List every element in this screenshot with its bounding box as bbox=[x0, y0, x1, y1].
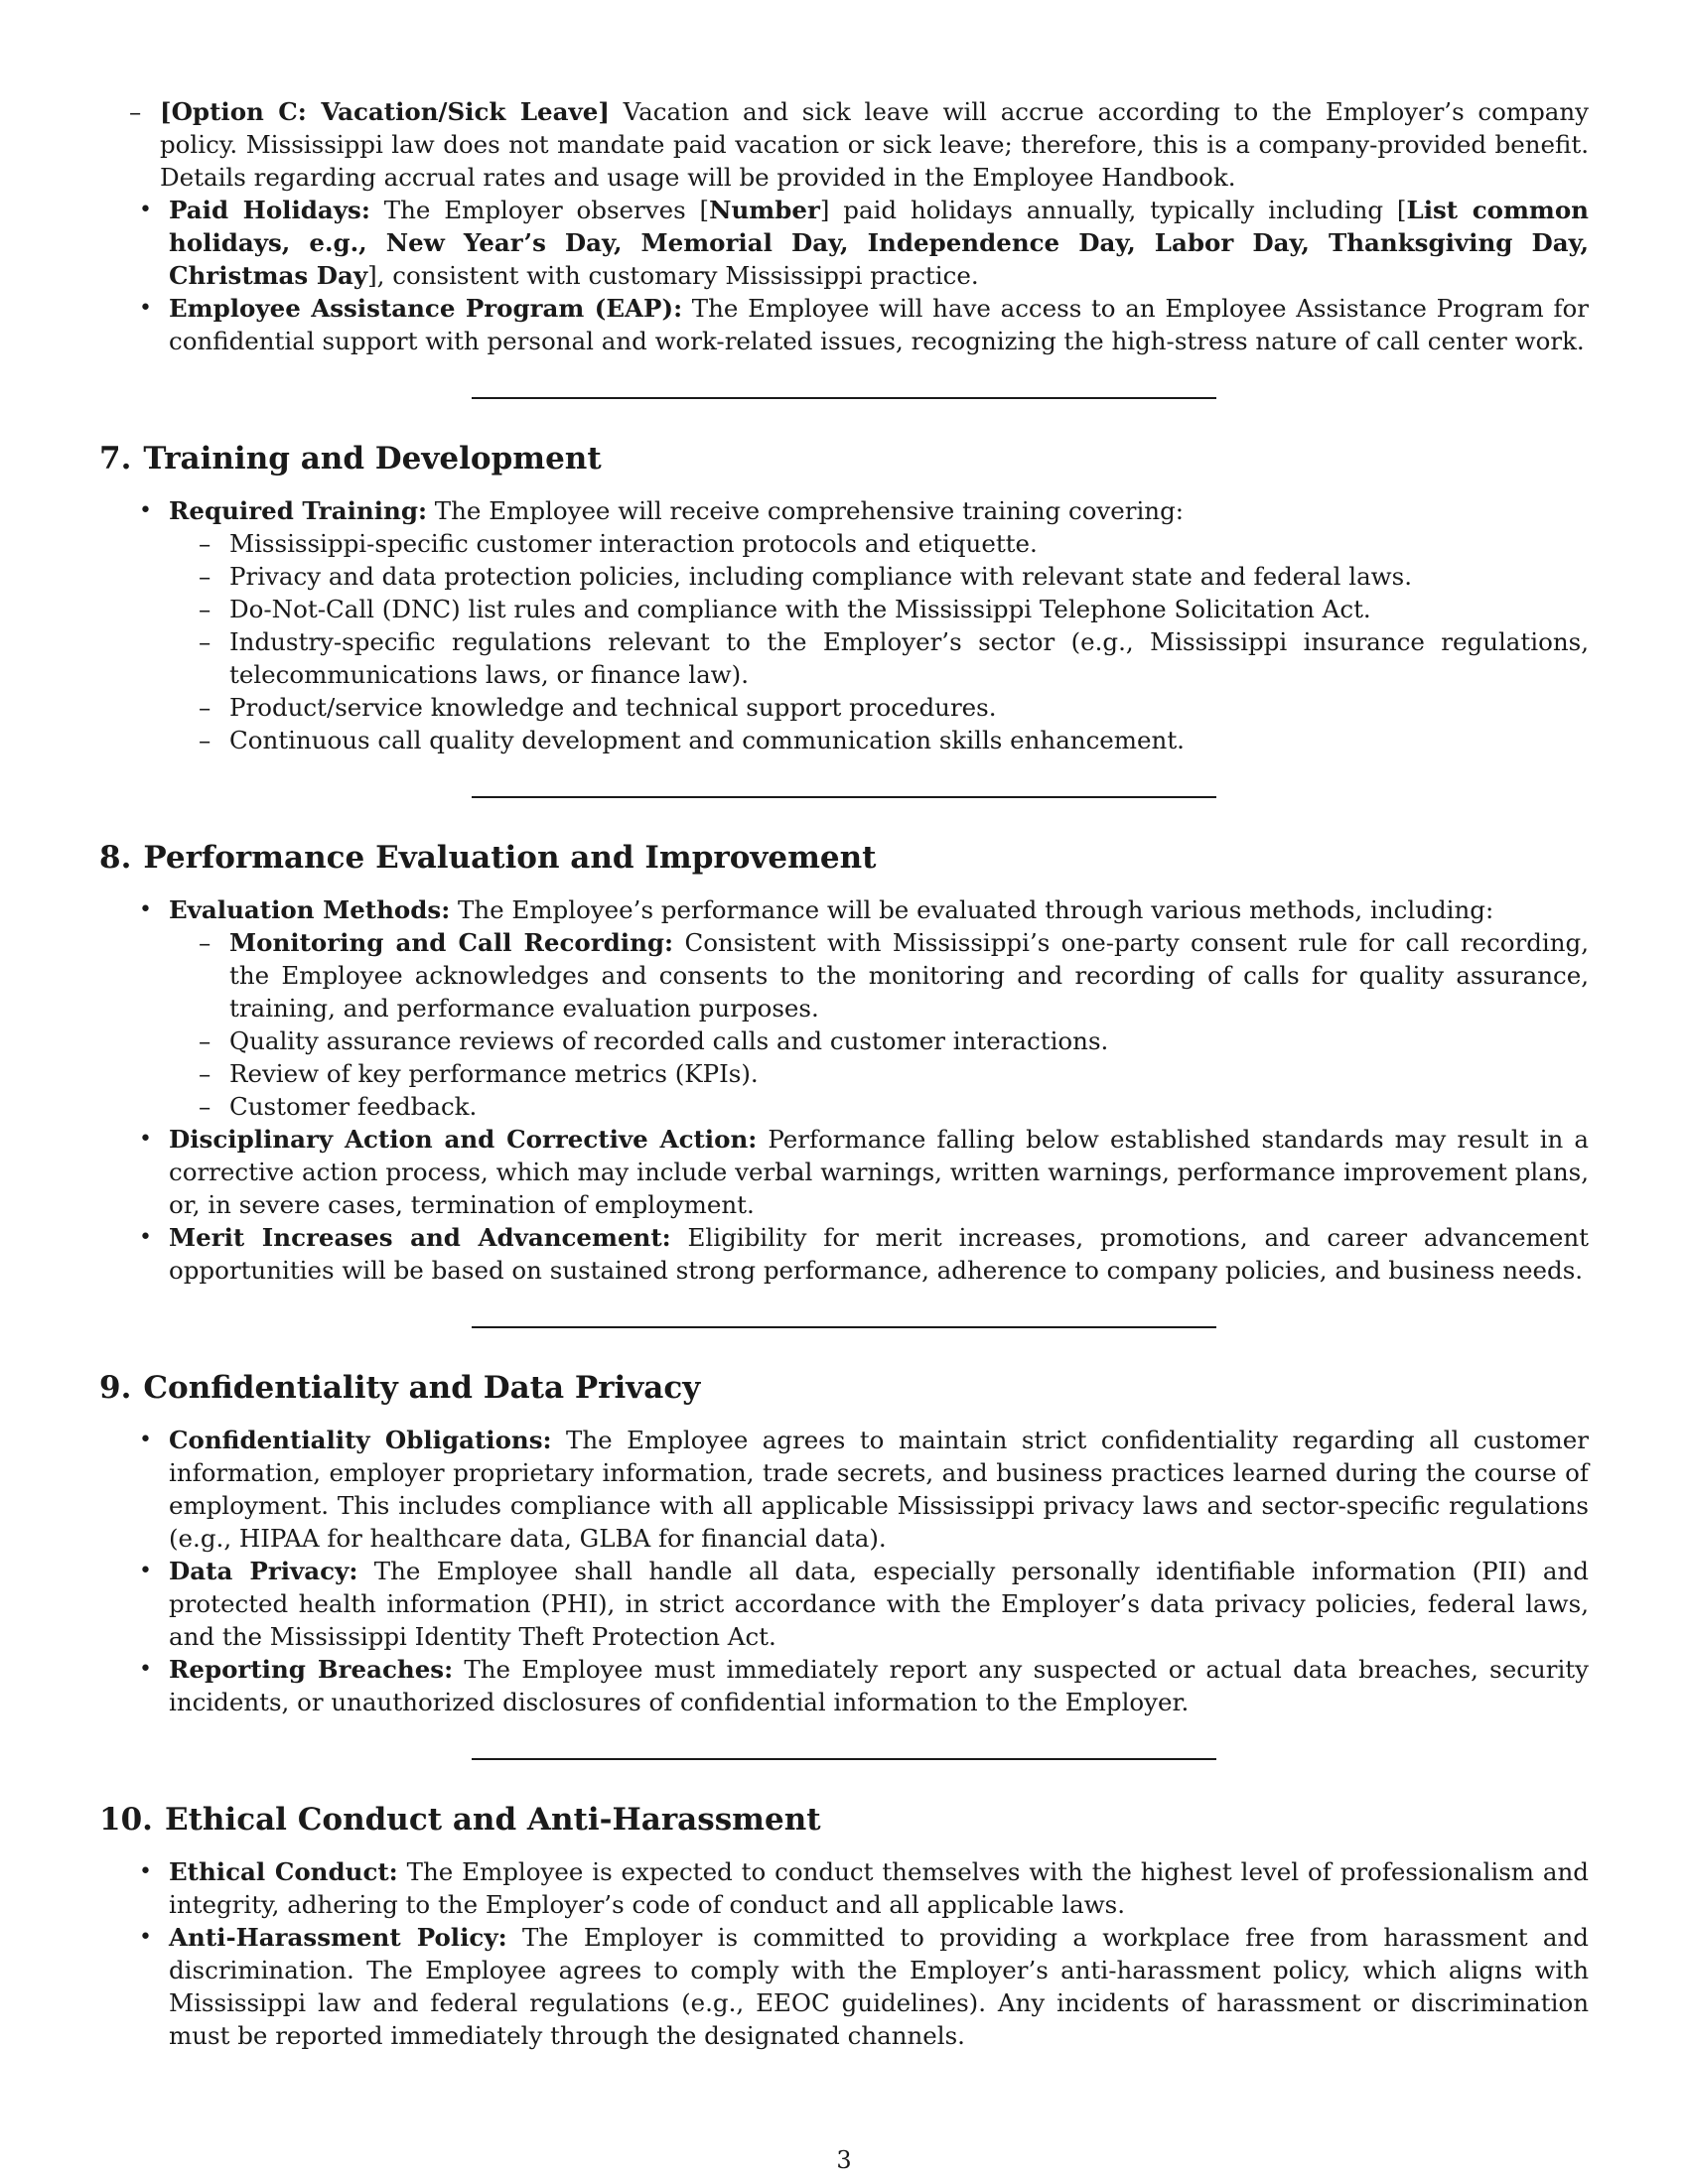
list-item: – Quality assurance reviews of recorded calls and customer interactions. bbox=[169, 1024, 1589, 1057]
training-list bbox=[99, 494, 1589, 756]
list-item: – Product/service knowledge and technical support procedures. bbox=[169, 691, 1589, 724]
list-item: • Ethical Conduct: The Employee is expected to conduct themselves with the highest level of professionalism and integrity, adhering to the Employer’s code of conduct and all applicable laws. bbox=[99, 1855, 1589, 1921]
section-heading: 9. Confidentiality and Data Privacy bbox=[99, 1370, 701, 1406]
evaluation-subitems bbox=[99, 926, 1589, 1123]
list-item: – Review of key performance metrics (KPIs). bbox=[169, 1057, 1589, 1090]
section-divider bbox=[472, 397, 1216, 399]
list-item: – [Option C: Vacation/Sick Leave] Vacation and sick leave will accrue according to the Employer’s company policy. Mississippi law does not mandate paid vacation or sick leave; therefore, this is a company-provided benefit. Details regarding accrual rates and usage will be provided in the Employee Handbook. bbox=[99, 95, 1589, 194]
list-item: • Reporting Breaches: The Employee must immediately report any suspected or actual data breaches, security incidents, or unauthorized disclosures of confidential information to the Employer. bbox=[99, 1653, 1589, 1718]
list-item: • Employee Assistance Program (EAP): The Employee will have access to an Employee Assistance Program for confidential support with personal and work-related issues, recognizing the high-stress nature of call center work. bbox=[99, 292, 1589, 357]
list-item: • Evaluation Methods: The Employee’s performance will be evaluated through various methods, including: – Monitoring and Call Recording: Consistent with Mississippi’s one-party consent rule for call recording, the Employee acknowledges and consents to the monitoring and recording of calls for quality assurance, training, and performance evaluation purposes. – Quality assurance reviews of recorded calls and customer interactions. – Review of key performance metrics (KPIs). – Customer feedback. bbox=[99, 893, 1589, 1123]
list-item: • Disciplinary Action and Corrective Action: Performance falling below established standards may result in a corrective action process, which may include verbal warnings, written warnings, performance improvement plans, or, in severe cases, termination of employment. bbox=[99, 1123, 1589, 1221]
list-item: – Customer feedback. bbox=[169, 1090, 1589, 1123]
evaluation-list bbox=[99, 893, 1589, 1287]
list-item: • Anti-Harassment Policy: The Employer is committed to providing a workplace free from harassment and discrimination. The Employee agrees to comply with the Employer’s anti-harassment policy, which aligns with Mississippi law and federal regulations (e.g., EEOC guidelines). Any incidents of harassment or discrimination must be reported immediately through the designated channels. bbox=[99, 1921, 1589, 2052]
list-item: • Merit Increases and Advancement: Eligibility for merit increases, promotions, and career advancement opportunities will be based on sustained strong performance, adherence to company policies, and business needs. bbox=[99, 1221, 1589, 1287]
training-subitems bbox=[99, 527, 1589, 756]
list-item: – Privacy and data protection policies, including compliance with relevant state and federal laws. bbox=[169, 560, 1589, 593]
section-divider bbox=[472, 1758, 1216, 1760]
list-item: – Do-Not-Call (DNC) list rules and compliance with the Mississippi Telephone Solicitation Act. bbox=[169, 593, 1589, 625]
section-heading: 10. Ethical Conduct and Anti-Harassment bbox=[99, 1802, 821, 1838]
list-item: • Paid Holidays: The Employer observes [Number] paid holidays annually, typically including [List common holidays, e.g., New Year’s Day, Memorial Day, Independence Day, Labor Day, Thanksgiving Day, Christmas Day], consistent with customary Mississippi practice. bbox=[99, 194, 1589, 292]
section-divider bbox=[472, 1326, 1216, 1328]
page-number: 3 bbox=[836, 2146, 852, 2174]
list-item: – Industry-specific regulations relevant to the Employer’s sector (e.g., Mississippi insurance regulations, telecommunications laws, or finance law). bbox=[169, 625, 1589, 691]
document-page bbox=[99, 95, 1589, 2052]
section-heading: 8. Performance Evaluation and Improvement bbox=[99, 840, 877, 876]
list-item: • Data Privacy: The Employee shall handle all data, especially personally identifiable information (PII) and protected health information (PHI), in strict accordance with the Employer’s data privacy policies, federal laws, and the Mississippi Identity Theft Protection Act. bbox=[99, 1555, 1589, 1653]
list-item: • Required Training: The Employee will receive comprehensive training covering: – Mississippi-specific customer interaction protocols and etiquette. – Privacy and data protection policies, including compliance with relevant state and federal laws. – Do-Not-Call (DNC) list rules and compliance with the Mississippi Telephone Solicitation Act. – Industry-specific regulations relevant to the Employer’s sector (e.g., Mississippi insurance regulations, telecommunications laws, or finance law). – Product/service knowledge and technical support procedures. – Continuous call quality development and communication skills enhancement. bbox=[99, 494, 1589, 756]
list-item: • Confidentiality Obligations: The Employee agrees to maintain strict confidentiality regarding all customer information, employer proprietary information, trade secrets, and business practices learned during the course of employment. This includes compliance with all applicable Mississippi privacy laws and sector-specific regulations (e.g., HIPAA for healthcare data, GLBA for financial data). bbox=[99, 1424, 1589, 1555]
list-item: – Continuous call quality development and communication skills enhancement. bbox=[169, 724, 1589, 756]
section-heading: 7. Training and Development bbox=[99, 441, 602, 477]
leave-options-list bbox=[99, 95, 1589, 194]
list-item: – Mississippi-specific customer interaction protocols and etiquette. bbox=[169, 527, 1589, 560]
confidentiality-list bbox=[99, 1424, 1589, 1718]
conduct-list bbox=[99, 1855, 1589, 2052]
list-item: – Monitoring and Call Recording: Consistent with Mississippi’s one-party consent rule for call recording, the Employee acknowledges and consents to the monitoring and recording of calls for quality assurance, training, and performance evaluation purposes. bbox=[169, 926, 1589, 1024]
section-divider bbox=[472, 796, 1216, 798]
benefits-list bbox=[99, 194, 1589, 357]
